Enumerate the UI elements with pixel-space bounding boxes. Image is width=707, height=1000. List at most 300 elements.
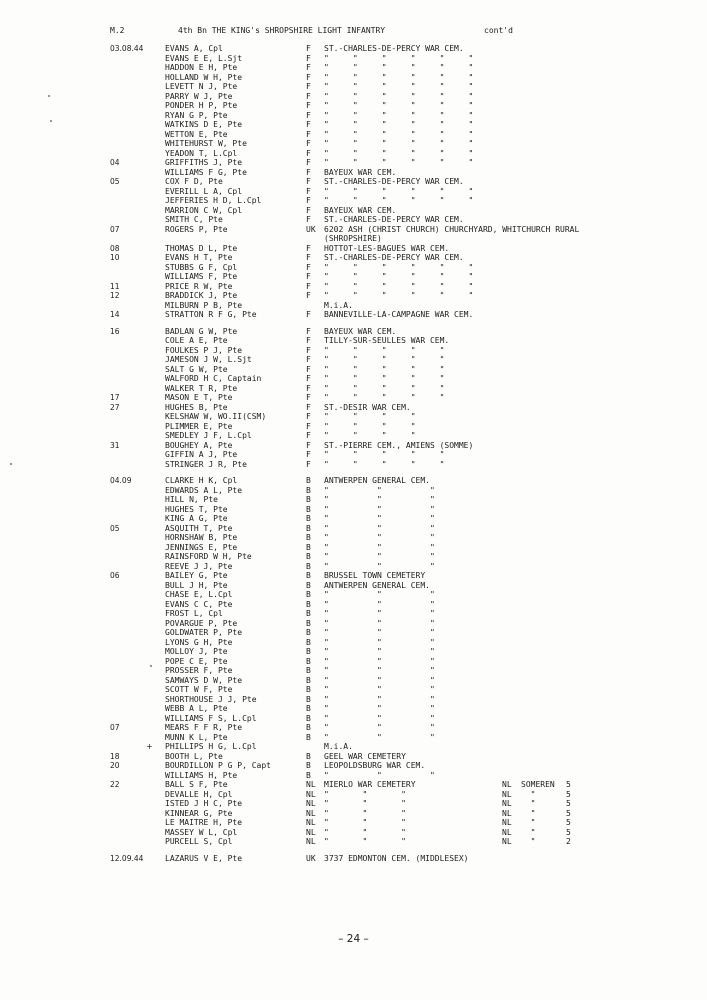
country-code: NL (306, 837, 316, 846)
burial-place: " " " (324, 590, 435, 599)
country-code: B (306, 523, 311, 533)
secondary-number: 5 (566, 789, 571, 799)
country-code: F (306, 72, 311, 82)
casualty-name: GOLDWATER P, Pte (165, 628, 243, 637)
casualty-name: WATKINS D E, Pte (165, 120, 243, 129)
burial-place: GEEL WAR CEMETERY (324, 751, 406, 761)
burial-place: ST.-CHARLES-DE-PERCY WAR CEM. (324, 215, 464, 224)
country-code: B (306, 533, 311, 542)
casualty-name: THOMAS D L, Pte (165, 243, 238, 253)
list-item (0, 837, 707, 847)
list-item (0, 422, 707, 432)
casualty-name: POVARGUE P, Pte (165, 618, 238, 628)
secondary-country: NL (502, 780, 512, 789)
entry-date: 08 (110, 243, 120, 253)
burial-place: " " " " " " (324, 129, 474, 139)
country-code: B (306, 580, 311, 590)
secondary-country: NL (502, 789, 512, 799)
burial-place: BANNEVILLE-LA-CAMPAGNE WAR CEM. (324, 310, 474, 319)
country-code: B (306, 590, 311, 599)
secondary-country: NL (502, 808, 512, 818)
burial-place: " " " (324, 732, 435, 742)
burial-place: " " " " " (324, 393, 445, 402)
burial-place: " " " (324, 561, 435, 571)
country-code: F (306, 459, 311, 469)
casualty-name: WHITEHURST W, Pte (165, 139, 247, 148)
casualty-name: STUBBS G F, Cpl (165, 262, 238, 272)
casualty-name: WETTON E, Pte (165, 129, 228, 139)
casualty-name: WEBB A L, Pte (165, 704, 228, 713)
country-code: F (306, 355, 311, 364)
casualty-name: HADDON E H, Pte (165, 63, 238, 72)
burial-place: " " " (324, 789, 406, 799)
casualty-name: GIFFIN A J, Pte (165, 450, 238, 459)
burial-place: " " " " " (324, 355, 445, 364)
header-title: 4th Bn THE KING's SHROPSHIRE LIGHT INFANTRY (178, 26, 386, 35)
secondary-number: 5 (566, 818, 571, 827)
casualty-name: PLIMMER E, Pte (165, 421, 233, 431)
country-code: F (306, 272, 311, 281)
secondary-place: " (521, 808, 536, 818)
burial-place: " " " " " " (324, 120, 474, 129)
entry-date: 12.09.44 (110, 853, 144, 863)
casualty-name: MOLLOY J, Pte (165, 647, 228, 656)
burial-place: " " " " " " (324, 262, 474, 272)
country-code: F (306, 450, 311, 459)
casualty-name: RYAN G P, Pte (165, 110, 228, 120)
list-item (0, 628, 707, 638)
list-item (0, 346, 707, 356)
entry-date: 05 (110, 523, 120, 533)
burial-place: " " " (324, 704, 435, 713)
casualty-name: YEADON T, L.Cpl (165, 148, 238, 158)
burial-place: " " " " " " (324, 148, 474, 158)
country-code: F (306, 44, 311, 53)
list-item (0, 158, 707, 168)
casualty-list (0, 44, 707, 863)
country-code: B (306, 485, 311, 495)
casualty-name: HUGHES T, Pte (165, 504, 228, 514)
casualty-name: BRADDICK J, Pte (165, 291, 238, 300)
burial-place: " " " " " " (324, 91, 474, 101)
casualty-name: WILLIAMS F, Pte (165, 272, 238, 281)
country-code: F (306, 291, 311, 300)
casualty-name: SCOTT W F, Pte (165, 685, 233, 694)
casualty-name: PRICE R W, Pte (165, 281, 233, 291)
country-code: B (306, 751, 311, 761)
country-code: F (306, 412, 311, 421)
country-code: F (306, 431, 311, 440)
page-header (110, 26, 667, 37)
country-code: B (306, 552, 311, 561)
casualty-name: JENNINGS E, Pte (165, 542, 238, 552)
casualty-name: BAILEY G, Pte (165, 571, 228, 580)
country-code: F (306, 326, 311, 336)
entry-date: 04.09 (110, 476, 132, 485)
casualty-name: MILBURN P B, Pte (165, 300, 243, 310)
list-item (0, 476, 707, 486)
list-item (0, 854, 707, 864)
casualty-name: PONDER H P, Pte (165, 101, 238, 110)
burial-place: " " " (324, 694, 435, 704)
casualty-name: WALKER T R, Pte (165, 383, 238, 393)
country-code: B (306, 618, 311, 628)
country-code: B (306, 704, 311, 713)
list-item (0, 101, 707, 111)
list-item (0, 543, 707, 553)
list-item (0, 742, 707, 752)
country-code: F (306, 53, 311, 63)
country-code: F (306, 440, 311, 450)
list-item (0, 412, 707, 422)
list-item (0, 733, 707, 743)
casualty-name: PHILLIPS H G, L.Cpl (165, 742, 257, 751)
list-item (0, 571, 707, 581)
list-item (0, 282, 707, 292)
country-code: UK (306, 224, 316, 234)
list-item (0, 327, 707, 337)
burial-place: BAYEUX WAR CEM. (324, 167, 397, 177)
country-code: NL (306, 780, 316, 789)
list-item (0, 92, 707, 102)
header-continued: cont'd (484, 26, 513, 35)
list-item (0, 505, 707, 515)
entry-date: 20 (110, 761, 120, 770)
burial-place: ST.-PIERRE CEM., AMIENS (SOMME) (324, 440, 474, 450)
burial-place: BRUSSEL TOWN CEMETERY (324, 571, 426, 580)
burial-place: 3737 EDMONTON CEM. (MIDDLESEX) (324, 853, 469, 863)
casualty-name: EVERILL L A, Cpl (165, 186, 243, 196)
list-item (0, 384, 707, 394)
list-item (0, 310, 707, 320)
country-code: F (306, 393, 311, 402)
list-item (0, 790, 707, 800)
country-code: NL (306, 789, 316, 799)
burial-place: " " " " " " (324, 272, 474, 281)
entry-date: 17 (110, 393, 120, 402)
country-code: B (306, 713, 311, 723)
list-item (0, 120, 707, 130)
casualty-name: STRINGER J R, Pte (165, 459, 247, 469)
burial-place: ANTWERPEN GENERAL CEM. (324, 580, 430, 590)
casualty-name: EVANS C C, Pte (165, 599, 233, 609)
burial-place: ANTWERPEN GENERAL CEM. (324, 476, 430, 485)
burial-place: " " " " " " (324, 139, 474, 148)
entry-date: 27 (110, 402, 120, 412)
list-item (0, 374, 707, 384)
list-item (0, 771, 707, 781)
list-item (0, 581, 707, 591)
country-code: B (306, 694, 311, 704)
entry-date: 18 (110, 751, 120, 761)
burial-place: " " " " " (324, 374, 445, 383)
country-code: F (306, 336, 311, 345)
casualty-name: KINNEAR G, Pte (165, 808, 233, 818)
casualty-name: HILL N, Pte (165, 495, 218, 504)
burial-place: " " " (324, 666, 435, 675)
country-code: F (306, 91, 311, 101)
list-item (0, 365, 707, 375)
casualty-name: LAZARUS V E, Pte (165, 853, 243, 863)
list-item (0, 460, 707, 470)
list-item (0, 685, 707, 695)
casualty-name: SHORTHOUSE J J, Pte (165, 694, 257, 704)
country-code: F (306, 177, 311, 186)
country-code: B (306, 599, 311, 609)
casualty-name: DEVALLE H, Cpl (165, 789, 233, 799)
page-number: – 24 – (338, 933, 369, 945)
casualty-name: MEARS F F R, Pte (165, 723, 243, 732)
casualty-name: RAINSFORD W H, Pte (165, 552, 252, 561)
secondary-place: " (521, 827, 536, 837)
list-item (0, 393, 707, 403)
list-item (0, 177, 707, 187)
country-code: F (306, 205, 311, 215)
list-item (0, 666, 707, 676)
list-item (0, 63, 707, 73)
burial-place: " " " (324, 675, 435, 685)
list-item (0, 139, 707, 149)
casualty-name: BOUGHEY A, Pte (165, 440, 233, 450)
casualty-name: MASON E T, Pte (165, 393, 233, 402)
country-code: B (306, 476, 311, 485)
list-item (0, 647, 707, 657)
list-item (0, 291, 707, 301)
casualty-name: HORNSHAW B, Pte (165, 533, 238, 542)
country-code: B (306, 761, 311, 770)
casualty-name: COX F D, Pte (165, 177, 223, 186)
burial-place: " " " " " " (324, 158, 474, 167)
entry-date: 11 (110, 281, 120, 291)
casualty-name: BULL J H, Pte (165, 580, 228, 590)
casualty-name: ROGERS P, Pte (165, 224, 228, 234)
secondary-country: NL (502, 837, 512, 846)
country-code: F (306, 148, 311, 158)
casualty-name: REEVE J J, Pte (165, 561, 233, 571)
country-code: B (306, 723, 311, 732)
scan-speck (10, 463, 12, 465)
list-item (0, 253, 707, 263)
list-item (0, 657, 707, 667)
casualty-name: WILLIAMS F G, Pte (165, 167, 247, 177)
entry-date: 31 (110, 440, 120, 450)
burial-place: BAYEUX WAR CEM. (324, 326, 397, 336)
list-item (0, 590, 707, 600)
casualty-name: MARRION C W, Cpl (165, 205, 243, 215)
list-item (0, 73, 707, 83)
list-item (0, 206, 707, 216)
casualty-name: HUGHES B, Pte (165, 402, 228, 412)
country-code: F (306, 383, 311, 393)
entry-date: 10 (110, 253, 120, 262)
list-item (0, 336, 707, 346)
entry-date: 06 (110, 571, 120, 580)
burial-place: LEOPOLDSBURG WAR CEM. (324, 761, 426, 770)
country-code: B (306, 542, 311, 552)
country-code: F (306, 101, 311, 110)
secondary-place: SOMEREN (521, 780, 555, 789)
country-code: B (306, 732, 311, 742)
country-code: B (306, 770, 311, 780)
country-code: F (306, 129, 311, 139)
country-code: B (306, 628, 311, 637)
list-item (0, 600, 707, 610)
country-code: F (306, 196, 311, 205)
country-code: NL (306, 808, 316, 818)
list-item (0, 244, 707, 254)
secondary-country: NL (502, 818, 512, 827)
list-item (0, 676, 707, 686)
list-item (0, 225, 707, 235)
country-code: UK (306, 853, 316, 863)
list-item (0, 272, 707, 282)
list-item (0, 44, 707, 54)
casualty-name: COLE A E, Pte (165, 336, 228, 345)
burial-place: " " " (324, 808, 406, 818)
casualty-name: BOOTH L, Pte (165, 751, 223, 761)
list-item (0, 486, 707, 496)
list-item (0, 187, 707, 197)
casualty-name: SMITH C, Pte (165, 215, 223, 224)
burial-place: " " " " " " (324, 196, 474, 205)
burial-place: " " " (324, 647, 435, 656)
casualty-name: KING A G, Pte (165, 514, 228, 523)
burial-place: " " " " (324, 412, 416, 421)
secondary-place: " (521, 789, 536, 799)
casualty-name: EDWARDS A L, Pte (165, 485, 243, 495)
burial-place: " " " (324, 685, 435, 694)
country-code: NL (306, 818, 316, 827)
country-code: B (306, 637, 311, 647)
burial-place: " " " " " " (324, 291, 474, 300)
burial-place: " " " (324, 609, 435, 618)
casualty-name: BOURDILLON P G P, Capt (165, 761, 271, 770)
list-item (0, 609, 707, 619)
list-item (0, 809, 707, 819)
list-item (0, 818, 707, 828)
list-item (0, 495, 707, 505)
country-code: F (306, 310, 311, 319)
casualty-name: MUNN K L, Pte (165, 732, 228, 742)
country-code: F (306, 281, 311, 291)
casualty-name: GRIFFITHS J, Pte (165, 158, 243, 167)
country-code: F (306, 421, 311, 431)
burial-place: 6202 ASH (CHRIST CHURCH) CHURCHYARD, WHITCHURCH RURAL (324, 224, 580, 234)
country-code: NL (306, 827, 316, 837)
list-item (0, 619, 707, 629)
casualty-name: SALT G W, Pte (165, 364, 228, 374)
burial-place: " " " (324, 504, 435, 514)
casualty-name: PURCELL S, Cpl (165, 837, 233, 846)
country-code: F (306, 167, 311, 177)
burial-place: " " " (324, 533, 435, 542)
entry-date: 04 (110, 158, 120, 167)
burial-place: " " " (324, 770, 435, 780)
burial-place: " " " (324, 552, 435, 561)
burial-place: (SHROPSHIRE) (324, 234, 382, 243)
country-code: B (306, 561, 311, 571)
burial-place: " " " (324, 799, 406, 808)
casualty-name: ISTED J H C, Pte (165, 799, 243, 808)
casualty-name: FOULKES P J, Pte (165, 345, 243, 355)
burial-place: BAYEUX WAR CEM. (324, 205, 397, 215)
burial-place: " " " (324, 713, 435, 723)
country-code: B (306, 504, 311, 514)
entry-date: 03.08.44 (110, 44, 144, 53)
secondary-place: " (521, 837, 536, 846)
list-item (0, 215, 707, 225)
country-code: F (306, 374, 311, 383)
list-item (0, 168, 707, 178)
burial-place: " " " (324, 628, 435, 637)
list-item (0, 301, 707, 311)
casualty-name: CLARKE H K, Cpl (165, 476, 238, 485)
burial-place: " " " " (324, 431, 416, 440)
list-item (0, 714, 707, 724)
burial-place: " " " " (324, 421, 416, 431)
country-code: F (306, 110, 311, 120)
country-code: F (306, 82, 311, 91)
country-code: F (306, 139, 311, 148)
country-code: F (306, 243, 311, 253)
casualty-name: BADLAN G W, Pte (165, 326, 238, 336)
burial-place: M.i.A. (324, 742, 353, 751)
country-code: F (306, 63, 311, 72)
burial-place: ST.-CHARLES-DE-PERCY WAR CEM. (324, 177, 464, 186)
casualty-name: ASQUITH T, Pte (165, 523, 233, 533)
country-code: F (306, 402, 311, 412)
secondary-country: NL (502, 799, 512, 808)
list-item (0, 752, 707, 762)
list-item (0, 828, 707, 838)
country-code: F (306, 158, 311, 167)
secondary-place: " (521, 799, 536, 808)
burial-place: ST.-DESIR WAR CEM. (324, 402, 411, 412)
entry-date: 07 (110, 723, 120, 732)
list-item (0, 403, 707, 413)
casualty-name: WILLIAMS H, Pte (165, 770, 238, 780)
list-item (0, 638, 707, 648)
entry-date: 16 (110, 326, 120, 336)
list-item (0, 130, 707, 140)
list-item (0, 355, 707, 365)
burial-place: HOTTOT-LES-BAGUES WAR CEM. (324, 243, 450, 253)
burial-place: " " " (324, 523, 435, 533)
country-code: B (306, 685, 311, 694)
country-code: B (306, 647, 311, 656)
burial-place: " " " " " (324, 383, 445, 393)
list-item (0, 761, 707, 771)
burial-place: " " " (324, 656, 435, 666)
casualty-name: EVANS H T, Pte (165, 253, 233, 262)
burial-place: " " " (324, 514, 435, 523)
country-code: F (306, 215, 311, 224)
casualty-name: FROST L, Cpl (165, 609, 223, 618)
burial-place: " " " (324, 637, 435, 647)
country-code: NL (306, 799, 316, 808)
casualty-name: WALFORD H C, Captain (165, 374, 262, 383)
list-item (0, 552, 707, 562)
burial-place: " " " " " (324, 450, 445, 459)
country-code: B (306, 675, 311, 685)
casualty-name: SAMWAYS D W, Pte (165, 675, 243, 685)
burial-place: " " " (324, 723, 435, 732)
list-item (0, 111, 707, 121)
scan-speck (48, 95, 50, 97)
burial-place: " " " " " " (324, 63, 474, 72)
list-item (0, 234, 707, 244)
casualty-name: WILLIAMS F S, L.Cpl (165, 713, 257, 723)
